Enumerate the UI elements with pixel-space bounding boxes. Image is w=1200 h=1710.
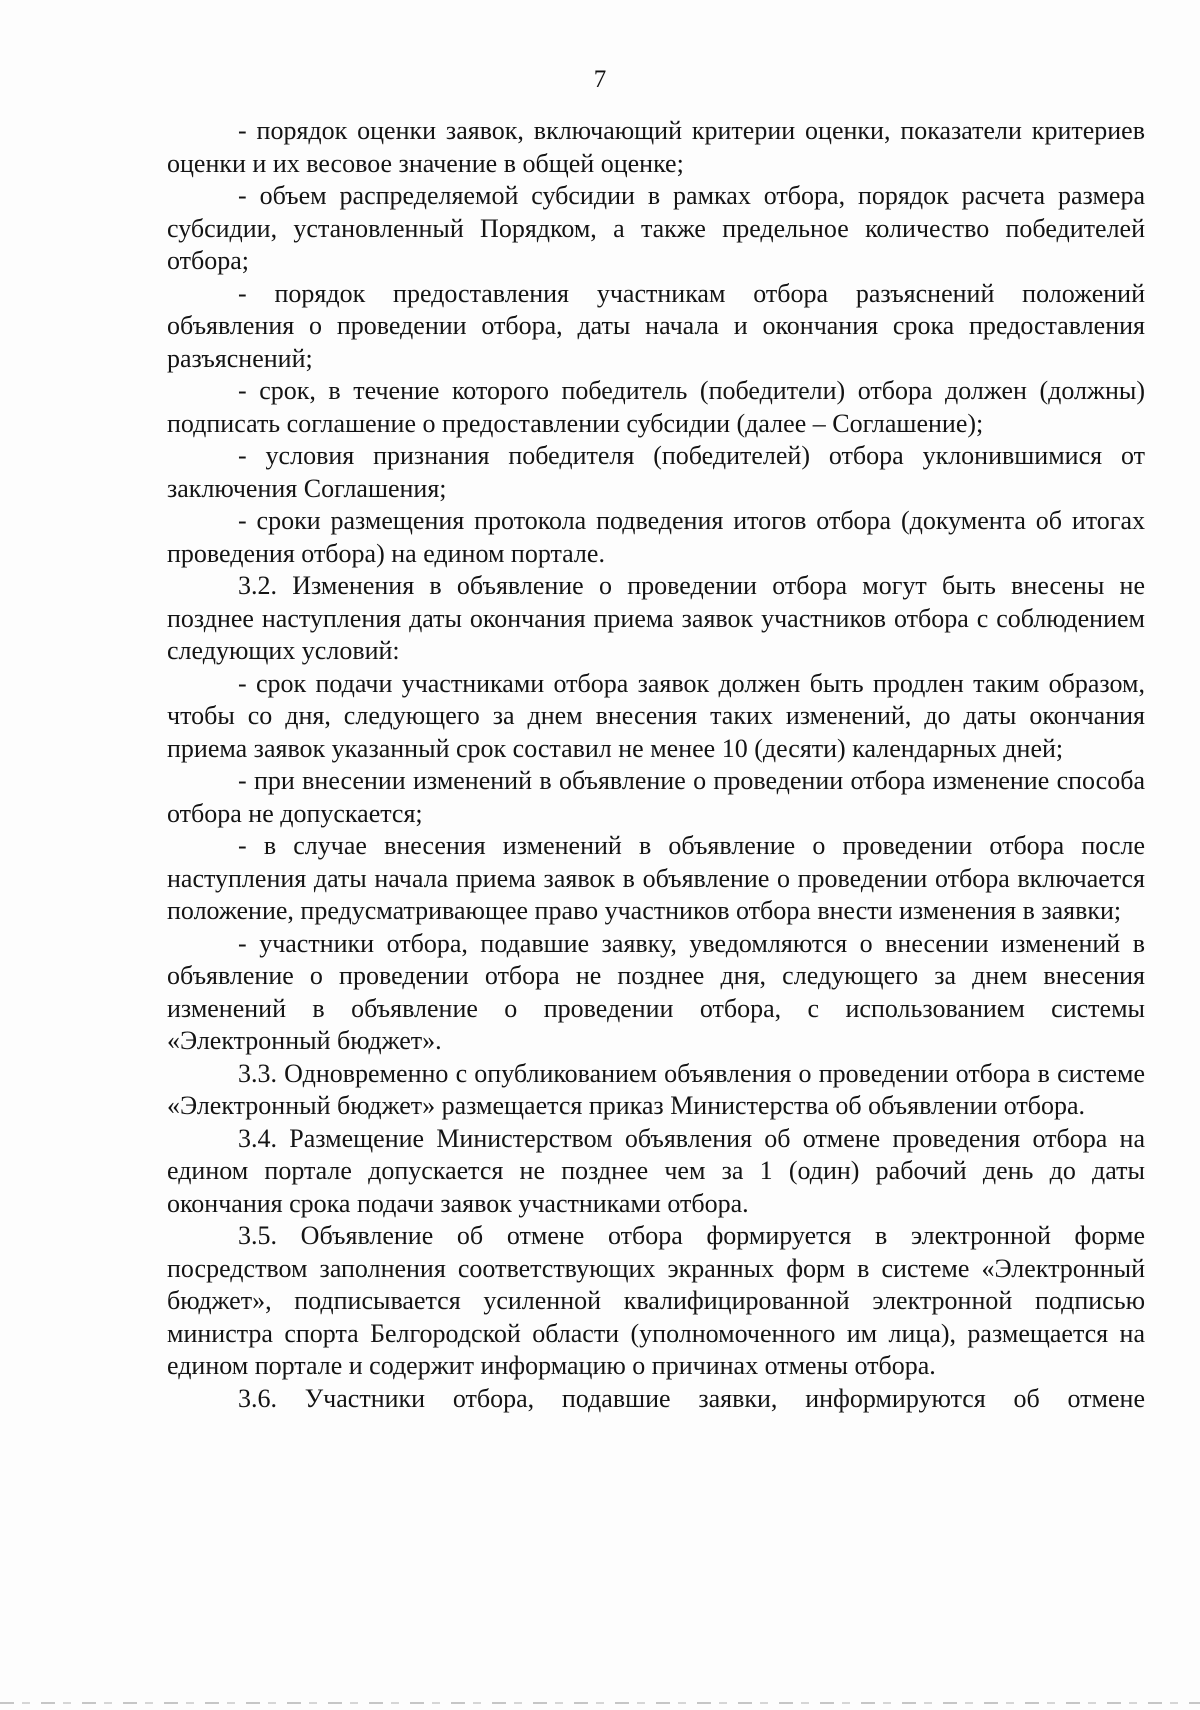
paragraph-protocol-terms: - сроки размещения протокола подведения итогов отбора (документа об итогах проведения отбора) на едином портале. <box>167 506 1145 568</box>
paragraph-evasion-conditions: - условия признания победителя (победителей) отбора уклонившимися от заключения Соглашения; <box>167 441 1145 503</box>
paragraph-subsidy-volume: - объем распределяемой субсидии в рамках отбора, порядок расчета размера субсидии, установленный Порядком, а также предельное количество победителей отбора; <box>167 181 1145 275</box>
paragraph-signing-term: - срок, в течение которого победитель (победители) отбора должен (должны) подписать соглашение о предоставлении субсидии (далее – Соглашение); <box>167 376 1145 438</box>
paragraph-3-6: 3.6. Участники отбора, подавшие заявки, информируются об отмене <box>238 1383 1145 1413</box>
paragraph-method-unchanged: - при внесении изменений в объявление о проведении отбора изменение способа отбора не допускается; <box>167 766 1145 828</box>
paragraph-3-5: 3.5. Объявление об отмене отбора формируется в электронной форме посредством заполнения соответствующих экранных форм в системе «Электронный бюджет», подписывается усиленной квалифицированной электронной подписью министра спорта Белгородской области (уполномоченного им лица), размещается на едином портале и содержит информацию о причинах отмены отбора. <box>167 1221 1145 1380</box>
paragraph-notification: - участники отбора, подавшие заявку, уведомляются о внесении изменений в объявление о проведении отбора не позднее дня, следующего за днем внесения изменений в объявление о проведении отбора, с использованием системы «Электронный бюджет». <box>167 928 1145 1055</box>
paragraph-clarifications: - порядок предоставления участникам отбора разъяснений положений объявления о проведении отбора, даты начала и окончания срока предоставления разъяснений; <box>167 278 1145 373</box>
paragraph-3-3: 3.3. Одновременно с опубликованием объявления о проведении отбора в системе «Электронный бюджет» размещается приказ Министерства об объявлении отбора. <box>167 1058 1145 1120</box>
paragraph-evaluation-procedure: - порядок оценки заявок, включающий критерии оценки, показатели критериев оценки и их весовое значение в общей оценке; <box>167 116 1145 178</box>
paragraph-3-2: 3.2. Изменения в объявление о проведении отбора могут быть внесены не позднее наступления даты окончания приема заявок участников отбора с соблюдением следующих условий: <box>167 571 1145 665</box>
paragraph-3-4: 3.4. Размещение Министерством объявления об отмене проведения отбора на едином портале допускается не позднее чем за 1 (один) рабочий день до даты окончания срока подачи заявок участниками отбора. <box>167 1123 1145 1218</box>
paragraph-term-extension: - срок подачи участниками отбора заявок должен быть продлен таким образом, чтобы со дня, следующего за днем внесения таких изменений, до даты окончания приема заявок указанный срок составил не менее 10 (десяти) календарных дней; <box>167 668 1145 763</box>
paragraph-amendment-right: - в случае внесения изменений в объявление о проведении отбора после наступления даты начала приема заявок в объявление о проведении отбора включается положение, предусматривающее право участников отбора внести изменения в заявки; <box>167 831 1145 925</box>
scan-bottom-edge <box>0 1702 1200 1704</box>
page-number: 7 <box>593 66 607 93</box>
document-body <box>167 115 1145 1415</box>
